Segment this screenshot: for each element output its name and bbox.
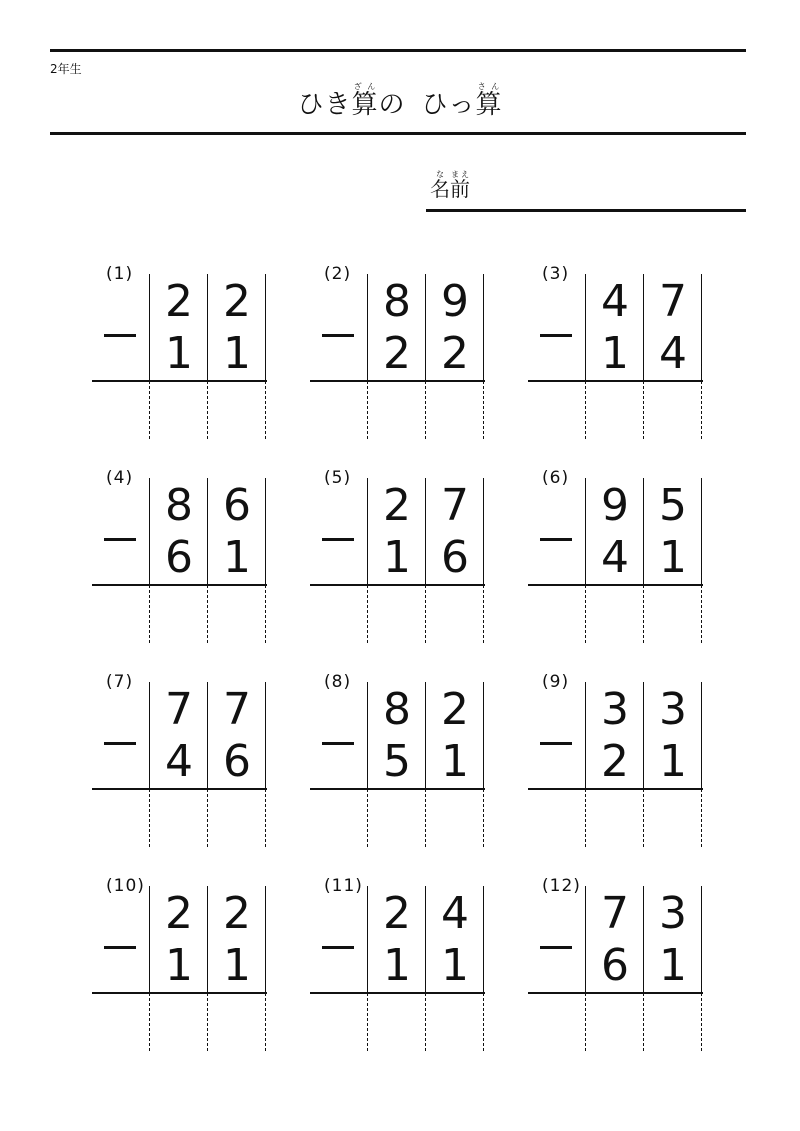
grade-label: 2年生 [50, 62, 82, 76]
answer-box-ones[interactable] [208, 384, 264, 436]
title-ruby-1: ざん [351, 82, 379, 91]
subtrahend-ones: 1 [441, 736, 469, 787]
answer-line [528, 788, 703, 790]
subtraction-problem [310, 876, 500, 1076]
subtrahend-tens: 1 [383, 532, 411, 583]
minuend-tens: 8 [165, 480, 193, 531]
subtrahend-ones: 2 [441, 328, 469, 379]
answer-guide-right [265, 381, 266, 439]
minuend-ones: 9 [441, 276, 469, 327]
answer-line [528, 380, 703, 382]
subtrahend-tens: 6 [601, 940, 629, 991]
subtraction-problem [528, 468, 718, 668]
title-text [297, 82, 503, 120]
problem-number: (10) [106, 876, 145, 896]
minuend-tens: 7 [601, 888, 629, 939]
minuend-tens: 8 [383, 276, 411, 327]
answer-box-tens[interactable] [150, 792, 206, 844]
answer-box-ones[interactable] [644, 384, 700, 436]
subtrahend-tens: 1 [165, 940, 193, 991]
subtraction-problem [310, 468, 500, 668]
subtrahend-tens: 1 [383, 940, 411, 991]
answer-guide-right [483, 381, 484, 439]
answer-box-tens[interactable] [586, 996, 642, 1048]
subtraction-problem [528, 876, 718, 1076]
header-top-rule [50, 49, 746, 52]
subtrahend-ones: 1 [441, 940, 469, 991]
subtrahend-ones: 6 [441, 532, 469, 583]
minuend-ones: 7 [659, 276, 687, 327]
minuend-ones: 6 [223, 480, 251, 531]
name-ruby-2: まえ [450, 170, 470, 179]
minuend-tens: 2 [165, 888, 193, 939]
minuend-ones: 7 [223, 684, 251, 735]
minuend-tens: 7 [165, 684, 193, 735]
subtraction-problem [310, 264, 500, 464]
subtrahend-tens: 1 [165, 328, 193, 379]
answer-box-ones[interactable] [426, 792, 482, 844]
answer-box-tens[interactable] [368, 384, 424, 436]
subtrahend-ones: 1 [659, 532, 687, 583]
answer-line [92, 992, 267, 994]
answer-guide-right [483, 993, 484, 1051]
answer-box-ones[interactable] [644, 588, 700, 640]
minuend-tens: 2 [383, 888, 411, 939]
problem-number: (7) [106, 672, 134, 692]
answer-box-tens[interactable] [586, 384, 642, 436]
answer-box-ones[interactable] [208, 996, 264, 1048]
minuend-ones: 4 [441, 888, 469, 939]
answer-line [92, 788, 267, 790]
minus-sign [104, 946, 136, 949]
minus-sign [322, 334, 354, 337]
answer-line [92, 584, 267, 586]
answer-guide-right [265, 993, 266, 1051]
problem-number: (5) [324, 468, 352, 488]
answer-guide-right [701, 585, 702, 643]
minus-sign [540, 334, 572, 337]
answer-guide-right [701, 381, 702, 439]
minuend-ones: 2 [223, 888, 251, 939]
subtrahend-ones: 6 [223, 736, 251, 787]
answer-guide-right [265, 585, 266, 643]
subtrahend-tens: 1 [601, 328, 629, 379]
minuend-ones: 5 [659, 480, 687, 531]
name-kanji-na [430, 170, 450, 201]
name-label [430, 170, 470, 207]
title-part-no: の [378, 90, 406, 120]
answer-box-ones[interactable] [208, 588, 264, 640]
answer-line [310, 380, 485, 382]
minus-sign [540, 538, 572, 541]
name-write-line[interactable] [426, 209, 746, 212]
answer-line [310, 992, 485, 994]
problem-number: (12) [542, 876, 581, 896]
subtrahend-ones: 4 [659, 328, 687, 379]
answer-line [310, 584, 485, 586]
subtrahend-ones: 1 [223, 532, 251, 583]
title-part-hi: ひっ [421, 90, 476, 120]
answer-box-tens[interactable] [586, 792, 642, 844]
subtraction-problem [528, 672, 718, 872]
minuend-tens: 8 [383, 684, 411, 735]
minuend-ones: 7 [441, 480, 469, 531]
minuend-tens: 9 [601, 480, 629, 531]
answer-guide-right [701, 789, 702, 847]
problem-number: (2) [324, 264, 352, 284]
answer-guide-right [265, 789, 266, 847]
title-kanji-san [475, 82, 503, 120]
subtrahend-tens: 2 [383, 328, 411, 379]
answer-box-tens[interactable] [150, 384, 206, 436]
subtraction-problem [92, 672, 282, 872]
problem-number: (11) [324, 876, 363, 896]
minus-sign [322, 538, 354, 541]
subtrahend-tens: 4 [165, 736, 193, 787]
answer-box-tens[interactable] [150, 996, 206, 1048]
subtrahend-tens: 4 [601, 532, 629, 583]
title-kanji-zan [351, 82, 379, 120]
subtrahend-ones: 1 [223, 940, 251, 991]
subtrahend-tens: 2 [601, 736, 629, 787]
minuend-tens: 2 [165, 276, 193, 327]
answer-line [528, 992, 703, 994]
answer-guide-right [701, 993, 702, 1051]
subtraction-problem [92, 468, 282, 668]
name-kanji-mae [450, 170, 470, 201]
name-ruby-1: な [430, 170, 450, 179]
problem-number: (1) [106, 264, 134, 284]
problem-number: (6) [542, 468, 570, 488]
title-kanji-2: 算 [475, 90, 503, 120]
subtraction-problem [310, 672, 500, 872]
minus-sign [540, 946, 572, 949]
answer-box-ones[interactable] [426, 588, 482, 640]
subtrahend-ones: 1 [223, 328, 251, 379]
answer-line [92, 380, 267, 382]
header-bottom-rule [50, 132, 746, 135]
subtrahend-ones: 1 [659, 940, 687, 991]
answer-box-tens[interactable] [368, 996, 424, 1048]
minus-sign [322, 742, 354, 745]
minus-sign [104, 742, 136, 745]
answer-box-tens[interactable] [150, 588, 206, 640]
name-kanji-1: 名 [430, 177, 450, 201]
subtrahend-tens: 6 [165, 532, 193, 583]
minuend-ones: 3 [659, 684, 687, 735]
problem-number: (8) [324, 672, 352, 692]
answer-box-ones[interactable] [644, 792, 700, 844]
answer-box-tens[interactable] [368, 792, 424, 844]
title-part-hiki: ひき [297, 90, 352, 120]
answer-box-ones[interactable] [426, 384, 482, 436]
problem-number: (3) [542, 264, 570, 284]
subtrahend-ones: 1 [659, 736, 687, 787]
answer-box-tens[interactable] [586, 588, 642, 640]
answer-box-ones[interactable] [426, 996, 482, 1048]
answer-box-tens[interactable] [368, 588, 424, 640]
minuend-tens: 2 [383, 480, 411, 531]
subtrahend-tens: 5 [383, 736, 411, 787]
minus-sign [540, 742, 572, 745]
title-kanji-1: 算 [351, 90, 379, 120]
answer-guide-right [483, 789, 484, 847]
subtraction-problem [528, 264, 718, 464]
minuend-ones: 2 [223, 276, 251, 327]
title-ruby-2: さん [475, 82, 503, 91]
answer-box-ones[interactable] [208, 792, 264, 844]
subtraction-problem [92, 876, 282, 1076]
minus-sign [322, 946, 354, 949]
answer-box-ones[interactable] [644, 996, 700, 1048]
minuend-ones: 2 [441, 684, 469, 735]
problem-number: (4) [106, 468, 134, 488]
name-kanji-2: 前 [450, 177, 470, 201]
minus-sign [104, 538, 136, 541]
answer-line [310, 788, 485, 790]
minuend-tens: 3 [601, 684, 629, 735]
answer-line [528, 584, 703, 586]
page-title [0, 82, 800, 125]
minuend-tens: 4 [601, 276, 629, 327]
minus-sign [104, 334, 136, 337]
subtraction-problem [92, 264, 282, 464]
answer-guide-right [483, 585, 484, 643]
problem-number: (9) [542, 672, 570, 692]
minuend-ones: 3 [659, 888, 687, 939]
